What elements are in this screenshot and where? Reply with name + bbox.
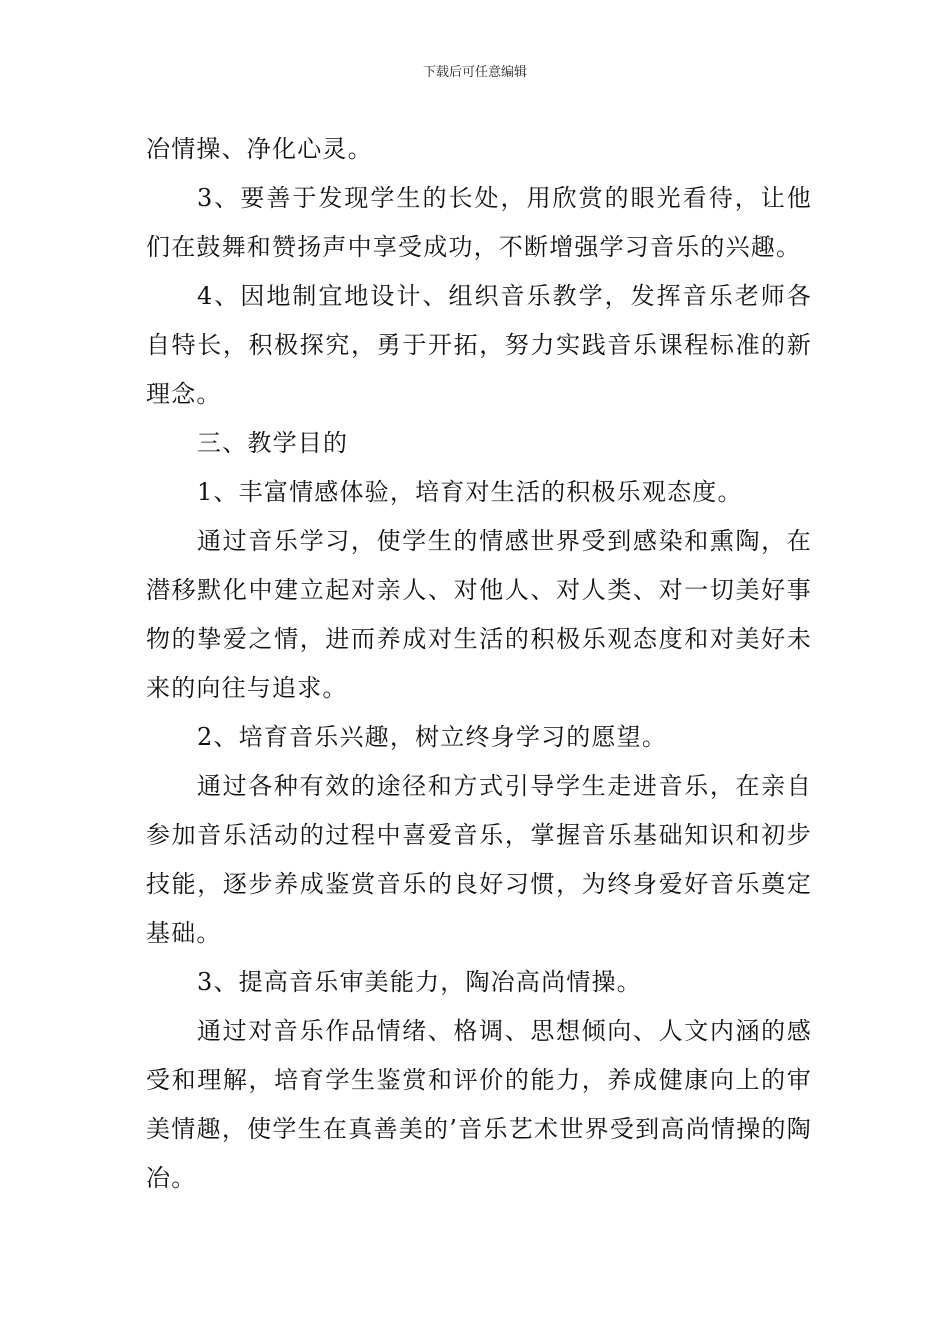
goal-heading-2: 2、培育音乐兴趣，树立终身学习的愿望。 [197,723,668,751]
paragraph-point-4: 4、因地制宜地设计、组织音乐教学，发挥音乐老师各自特长，积极探究，勇于开拓，努力实践音乐课程标准的新理念。 [146,282,812,408]
section-heading: 三、教学目的 [197,429,349,457]
document-body [146,125,812,1203]
goal-body-3: 通过对音乐作品情绪、格调、思想倾向、人文内涵的感受和理解，培育学生鉴赏和评价的能力，养成健康向上的审美情趣，使学生在真善美的’音乐艺术世界受到高尚情操的陶冶。 [146,1017,812,1192]
paragraph-continuation: 冶情操、净化心灵。 [146,135,373,163]
goal-heading-3: 3、提高音乐审美能力，陶冶高尚情操。 [197,968,642,996]
paragraph-point-3: 3、要善于发现学生的长处，用欣赏的眼光看待，让他们在鼓舞和赞扬声中享受成功，不断增强学习音乐的兴趣。 [146,184,812,261]
goal-body-2: 通过各种有效的途径和方式引导学生走进音乐，在亲自参加音乐活动的过程中喜爱音乐，掌握音乐基础知识和初步技能，逐步养成鉴赏音乐的良好习惯，为终身爱好音乐奠定基础。 [146,772,812,947]
goal-body-1: 通过音乐学习，使学生的情感世界受到感染和熏陶，在潜移默化中建立起对亲人、对他人、对人类、对一切美好事物的挚爱之情，进而养成对生活的积极乐观态度和对美好未来的向往与追求。 [146,527,812,702]
page-header: 下载后可任意编辑 [422,65,527,80]
goal-heading-1: 1、丰富情感体验，培育对生活的积极乐观态度。 [197,478,743,506]
